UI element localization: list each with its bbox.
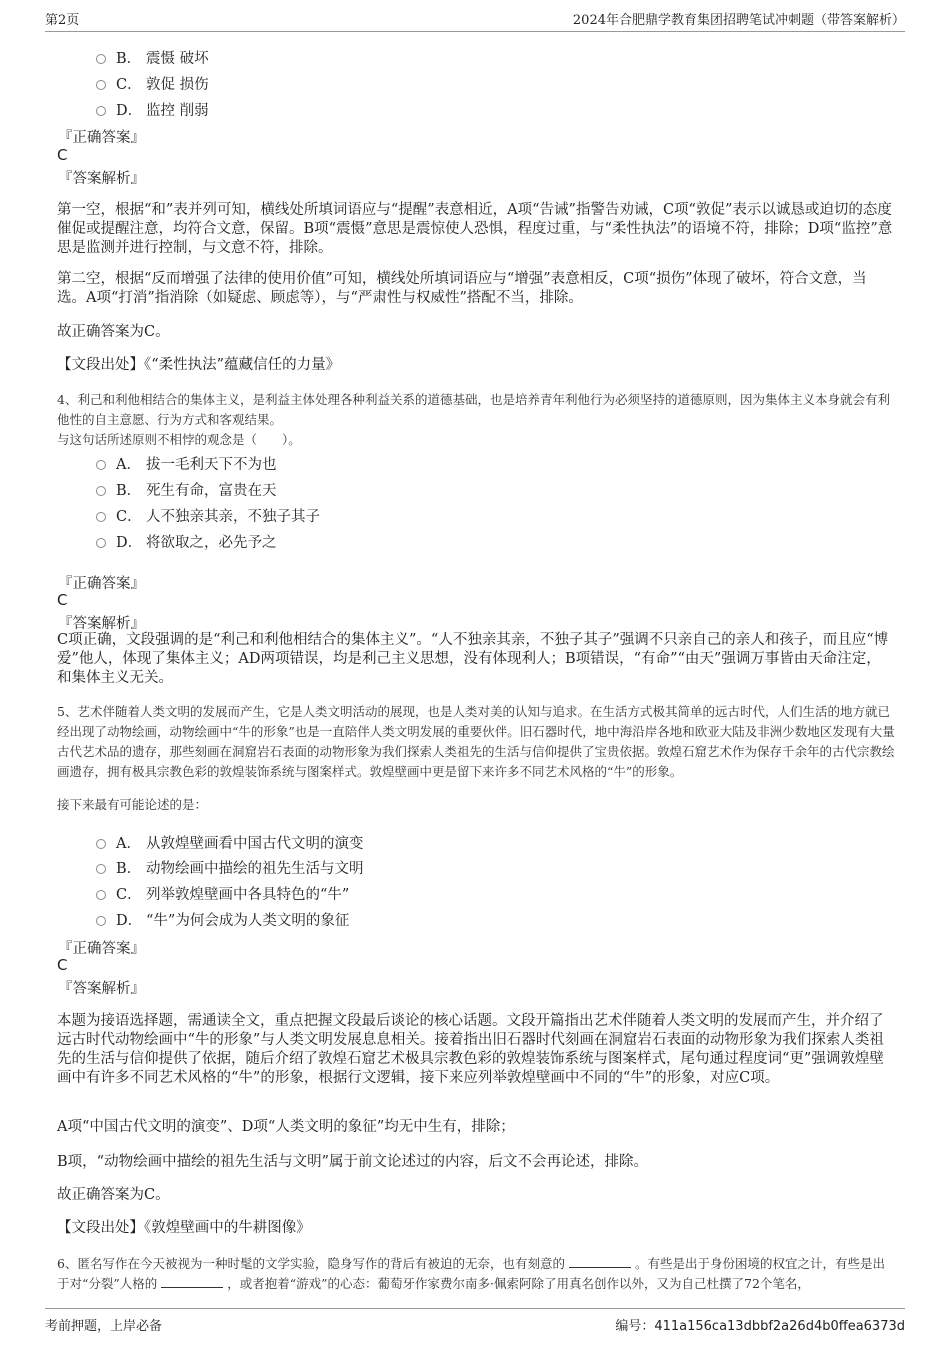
document-code: 编号：411a156ca13dbbf2a26d4b0ffea6373d [615, 1319, 905, 1334]
radio-icon[interactable] [96, 54, 106, 64]
q4-analysis: C项正确，文段强调的是“利己和利他相结合的集体主义”。“人不独亲其亲，不独子其子”强调不只亲自己的亲人和孩子，而且应“博爱”他人，体现了集体主义；AD两项错误，均是利己主义思想，没有体现利人；B项错误，“有命”“由天”强调万事皆由天命注定，和集体主义无关。 [57, 632, 889, 686]
radio-icon[interactable] [96, 839, 106, 849]
radio-icon[interactable] [96, 460, 106, 470]
q3-analysis-label: 『答案解析』 [58, 171, 145, 187]
q5-conclusion: 故正确答案为C。 [57, 1187, 170, 1203]
q4-option-d[interactable]: D． 将欲取之，必先予之 [96, 531, 277, 551]
q5-analysis-para-2: A项“中国古代文明的演变”、D项“人类文明的象征”均无中生有，排除； [57, 1119, 515, 1135]
footer-slogan: 考前押题，上岸必备 [45, 1319, 163, 1334]
q5-analysis-label: 『答案解析』 [58, 981, 145, 997]
radio-icon[interactable] [96, 538, 106, 548]
radio-icon[interactable] [96, 864, 106, 874]
page-header [45, 8, 905, 32]
q4-answer-label: 『正确答案』 [58, 576, 145, 592]
q4-stem: 4、利己和利他相结合的集体主义，是利益主体处理各种利益关系的道德基础，也是培养青年利他行为必须坚持的道德原则，因为集体主义本身就会有利他性的自主意愿、行为方式和客观结果。 [57, 392, 890, 427]
q5-source: 【文段出处】《敦煌壁画中的牛耕图像》 [57, 1220, 311, 1236]
q4-option-a[interactable]: A． 拔一毛利天下不为也 [96, 453, 277, 473]
q5-ask: 接下来最有可能论述的是： [57, 797, 208, 812]
radio-icon[interactable] [96, 916, 106, 926]
q4-answer: C [57, 591, 68, 609]
q4-ask: 与这句话所述原则不相悖的观念是（ ）。 [57, 432, 301, 447]
q4-analysis-label: 『答案解析』 [58, 616, 145, 632]
radio-icon[interactable] [96, 80, 106, 90]
q3-answer: C [57, 146, 68, 164]
radio-icon[interactable] [96, 106, 106, 116]
radio-icon[interactable] [96, 512, 106, 522]
q6-stem: 6、匿名写作在今天被视为一种时髦的文学实验，隐身写作的背后有被迫的无奈，也有刻意的 。有些是出于身份困境的权宜之计，有些是出于对“分裂”人格的 ，或者抱着“游戏”的心态：葡萄牙作家费尔南多·佩索阿除了用真名创作以外，又为自己杜撰了72个笔名， [57, 1256, 885, 1291]
radio-icon[interactable] [96, 890, 106, 900]
q3-conclusion: 故正确答案为C。 [57, 324, 170, 340]
q5-option-d[interactable]: D． “牛”为何会成为人类文明的象征 [96, 909, 349, 929]
q3-analysis-para-1: 第一空，根据“和”表并列可知，横线处所填词语应与“提醒”表意相近，A项“告诫”指警告劝诫，C项“敦促”表示以诚恳或迫切的态度催促或提醒注意，均符合文意，保留。B项“震慑”意思是震惊使人恐惧，程度过重，与“柔性执法”的语境不符，排除；D项“监控”意思是监测并进行控制，与文意不符，排除。 [57, 202, 893, 256]
q4-option-b[interactable]: B． 死生有命，富贵在天 [96, 479, 277, 499]
q3-option-d[interactable]: D． 监控 削弱 [96, 99, 209, 119]
q5-answer: C [57, 956, 68, 974]
q5-stem: 5、艺术伴随着人类文明的发展而产生，它是人类文明活动的展现，也是人类对美的认知与追求。在生活方式极其简单的远古时代，人们生活的地方就已经出现了动物绘画，动物绘画中“牛的形象”也是一直陪伴人类文明发展的重要伙伴。旧石器时代，地中海沿岸各地和欧亚大陆及非洲少数地区发现有大量古代艺术品的遗存，那些刻画在洞窟岩石表面的动物形象为我们探索人类祖先的生活与信仰提供了宝贵依据。敦煌石窟艺术作为保存千余年的古代宗教绘画遗存，拥有极具宗教色彩的敦煌装饰系统与图案样式。敦煌壁画中更是留下来许多不同艺术风格的“牛”的形象。 [57, 704, 895, 779]
q5-option-a[interactable]: A． 从敦煌壁画看中国古代文明的演变 [96, 832, 364, 852]
q5-answer-label: 『正确答案』 [58, 941, 145, 957]
q5-analysis-para-3: B项，“动物绘画中描绘的祖先生活与文明”属于前文论述过的内容，后文不会再论述，排除。 [57, 1154, 648, 1170]
fill-blank-1[interactable] [569, 1255, 631, 1268]
q3-answer-label: 『正确答案』 [58, 130, 145, 146]
q3-analysis-para-2: 第二空，根据“反而增强了法律的使用价值”可知，横线处所填词语应与“增强”表意相反，C项“损伤”体现了破坏，符合文意，当选。A项“打消”指消除（如疑虑、顾虑等），与“严肃性与权威性”搭配不当，排除。 [57, 271, 867, 306]
q5-option-b[interactable]: B． 动物绘画中描绘的祖先生活与文明 [96, 857, 364, 877]
document-title: 2024年合肥鼎学教育集团招聘笔试冲刺题（带答案解析） [572, 13, 905, 28]
q5-analysis-para-1: 本题为接语选择题，需通读全文，重点把握文段最后谈论的核心话题。文段开篇指出艺术伴随着人类文明的发展而产生，并介绍了远古时代动物绘画中“牛的形象”与人类文明发展息息相关。接着指出旧石器时代刻画在洞窟岩石表面的动物形象为我们探索人类祖先的生活与信仰提供了依据，随后介绍了敦煌石窟艺术极具宗教色彩的敦煌装饰系统与图案样式，尾句通过程度词“更”强调敦煌壁画中有许多不同艺术风格的“牛”的形象，根据行文逻辑，接下来应列举敦煌壁画中不同的“牛”的形象，对应C项。 [57, 1013, 884, 1086]
fill-blank-2[interactable] [161, 1275, 223, 1288]
q3-option-c[interactable]: C． 敦促 损伤 [96, 73, 209, 93]
q3-option-b[interactable]: B． 震慑 破坏 [96, 47, 209, 67]
radio-icon[interactable] [96, 486, 106, 496]
page-footer [45, 1308, 905, 1336]
page-number: 第2页 [45, 13, 80, 28]
q5-option-c[interactable]: C． 列举敦煌壁画中各具特色的“牛” [96, 883, 349, 903]
q3-source: 【文段出处】《“柔性执法”蕴藏信任的力量》 [57, 357, 341, 373]
q4-option-c[interactable]: C． 人不独亲其亲，不独子其子 [96, 505, 320, 525]
